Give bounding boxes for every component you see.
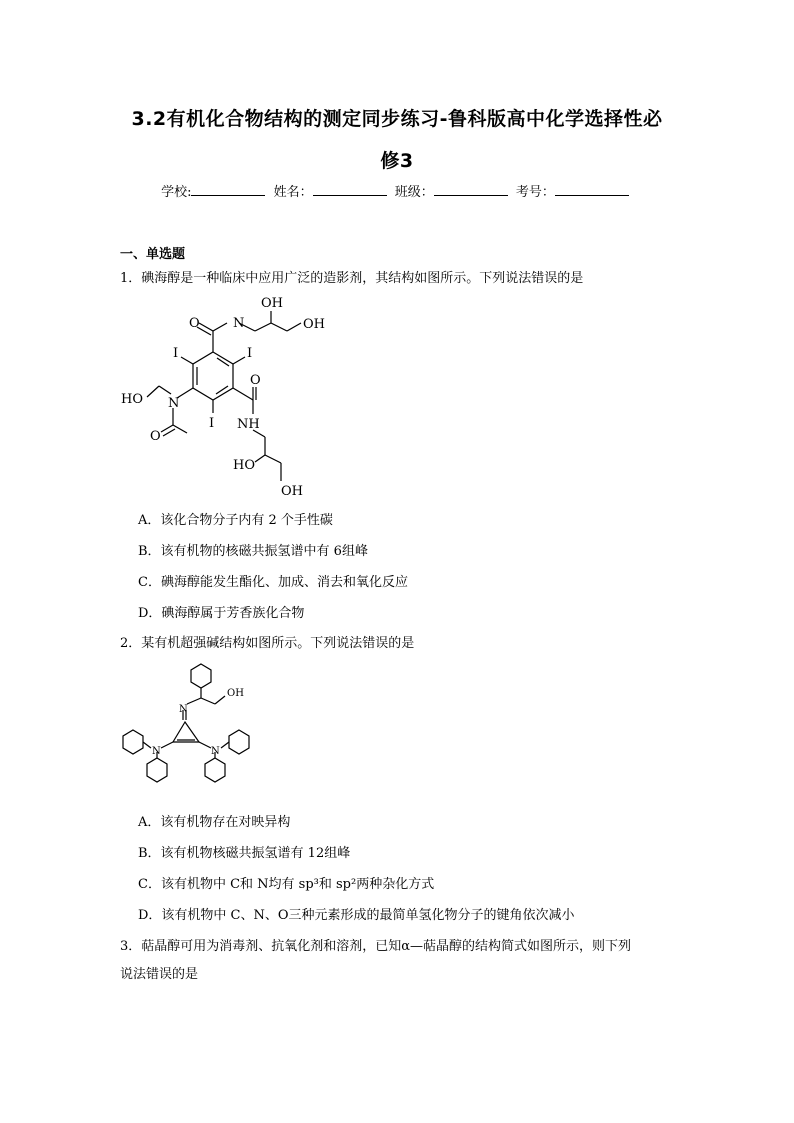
question-2-option-b[interactable]: B．该有机物核磁共振氢谱有 12组峰 (138, 846, 351, 861)
school-blank[interactable] (191, 183, 265, 196)
label-n-left: N (152, 746, 161, 757)
label-i-right: I (247, 346, 253, 361)
benzene-ring (193, 352, 233, 400)
label-ho-bottom: HO (233, 458, 255, 473)
label-oh-bottom: OH (281, 484, 303, 499)
label-n-imine: N (179, 704, 188, 715)
label-n-top: N (233, 316, 245, 331)
label-o-right: O (250, 373, 261, 388)
student-info-line (0, 181, 794, 200)
question-1-option-a[interactable]: A．该化合物分子内有 2 个手性碳 (138, 513, 333, 528)
label-i-left: I (173, 346, 179, 361)
question-1-option-b[interactable]: B．该有机物的核磁共振氢谱中有 6组峰 (138, 544, 368, 559)
document-title-line-2: 修3 (380, 150, 414, 172)
iohexol-structure-diagram (115, 295, 345, 505)
label-oh: OH (227, 688, 244, 699)
document-title-line-1: 3.2有机化合物结构的测定同步练习-鲁科版高中化学选择性必 (131, 108, 663, 130)
school-label: 学校: (161, 185, 192, 200)
label-i-bottom: I (209, 416, 215, 431)
question-3-stem-line-1: 3．萜晶醇可用为消毒剂、抗氧化剂和溶剂，已知α—萜晶醇的结构简式如图所示，则下列 (120, 939, 632, 954)
class-blank[interactable] (434, 183, 508, 196)
label-n-left: N (168, 396, 180, 411)
exam-number-blank[interactable] (555, 183, 629, 196)
label-oh-top-1: OH (261, 296, 283, 311)
name-blank[interactable] (313, 183, 387, 196)
label-oh-top-2: OH (303, 317, 325, 332)
question-3-stem-line-2: 说法错误的是 (120, 967, 199, 982)
question-1-option-d[interactable]: D．碘海醇属于芳香族化合物 (138, 606, 305, 621)
question-2-option-a[interactable]: A．该有机物存在对映异构 (138, 815, 291, 830)
superbase-structure-diagram (115, 660, 265, 790)
section-heading: 一、单选题 (120, 247, 186, 262)
exam-number-label: 考号： (515, 185, 555, 200)
question-2-option-d[interactable]: D．该有机物中 C、N、O三种元素形成的最简单氢化物分子的键角依次减小 (138, 908, 575, 923)
question-2-option-c[interactable]: C．该有机物中 C和 N均有 sp³和 sp²两种杂化方式 (138, 877, 435, 892)
label-n-right: N (211, 746, 220, 757)
question-1-stem: 1．碘海醇是一种临床中应用广泛的造影剂，其结构如图所示。下列说法错误的是 (120, 271, 584, 286)
label-o-top: O (189, 316, 200, 331)
question-1-option-c[interactable]: C．碘海醇能发生酯化、加成、消去和氧化反应 (138, 575, 408, 590)
label-nh: NH (237, 417, 260, 432)
question-2-stem: 2．某有机超强碱结构如图所示。下列说法错误的是 (120, 636, 415, 651)
label-ho-left: HO (121, 392, 143, 407)
label-o-left: O (150, 429, 161, 444)
class-label: 班级： (394, 185, 434, 200)
name-label: 姓名： (273, 185, 313, 200)
